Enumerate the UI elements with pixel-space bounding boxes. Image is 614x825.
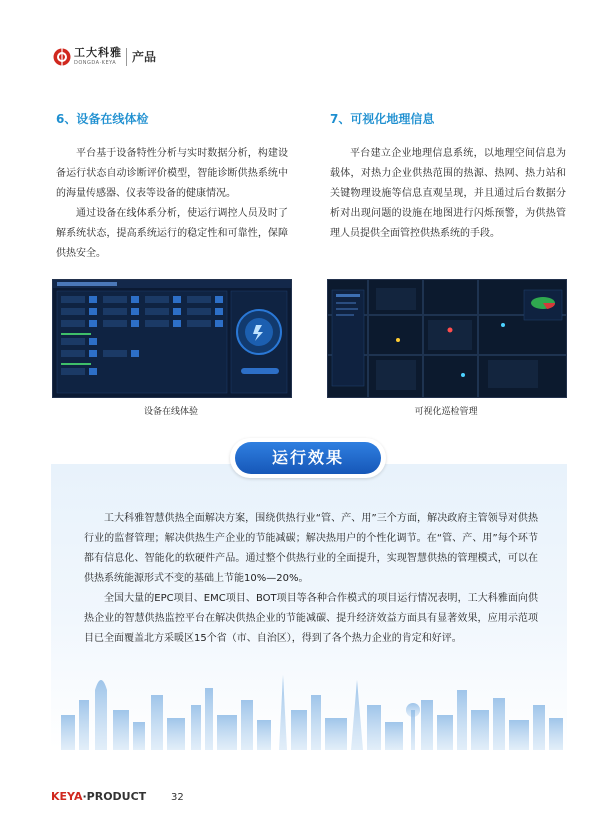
footer-keya: KEYA bbox=[51, 790, 83, 803]
header-divider bbox=[126, 48, 127, 66]
section-7-title: 7、可视化地理信息 bbox=[330, 112, 435, 126]
company-logo-icon bbox=[53, 48, 71, 66]
footer-brand bbox=[51, 790, 146, 804]
footer-product: PRODUCT bbox=[86, 790, 147, 803]
page-number: 32 bbox=[171, 792, 184, 803]
gis-map-caption: 可视化巡检管理 bbox=[414, 407, 478, 417]
device-health-screenshot bbox=[52, 279, 292, 398]
footer-dot: · bbox=[82, 790, 87, 803]
gis-map-image bbox=[328, 280, 566, 397]
header-section: 产品 bbox=[132, 50, 157, 64]
brand-name: 工大科雅 bbox=[74, 46, 122, 59]
gis-map-screenshot bbox=[327, 279, 567, 398]
device-health-caption: 设备在线体验 bbox=[143, 407, 198, 417]
city-skyline-illustration bbox=[51, 660, 567, 750]
section-6-paragraph-1: 平台基于设备特性分析与实时数据分析，构建设备运行状态自动诊断评价模型，智能诊断供热系统中的海量传感器、仪表等设备的健康情况。 bbox=[56, 148, 288, 199]
device-health-dashboard-image bbox=[53, 280, 291, 397]
section-6-paragraph-2: 通过设备在线体系分析，使运行调控人员及时了解系统状态，提高系统运行的稳定性和可靠性，保障供热安全。 bbox=[56, 208, 288, 259]
effect-paragraph-1: 工大科雅智慧供热全面解决方案，围绕供热行业“管、产、用”三个方面，解决政府主管领导对供热行业的监督管理；解决供热生产企业的节能减碳；解决热用户的个性化调节。在“管、产、用”每个环节都有信息化、智能化的软硬件产品。通过整个供热行业的全面提升，实现智慧供热的管理模式，可以在供热系统能源形式不变的基础上节能10%—20%。 bbox=[84, 513, 538, 584]
section-7-paragraph-1: 平台建立企业地理信息系统，以地理空间信息为载体，对热力企业供热范围的热源、热网、热力站和关键物理设施等信息直观呈现，并且通过后台数据分析对出现问题的设施在地图进行闪烁预警，为供热管理人员提供全面管控供热系统的手段。 bbox=[330, 148, 566, 239]
effect-paragraph-2: 全国大量的EPC项目、EMC项目、BOT项目等各种合作模式的项目运行情况表明，工大科雅面向供热企业的智慧供热监控平台在解决供热企业的节能减碳、提升经济效益方面具有显著效果，应用示范项目已全面覆盖北方采暖区15个省（市、自治区），得到了各个热力企业的肯定和好评。 bbox=[84, 593, 538, 644]
effect-title: 运行效果 bbox=[235, 442, 381, 474]
brand-subtitle: DONGDA·KEYA bbox=[74, 60, 117, 66]
section-6-title: 6、设备在线体检 bbox=[56, 112, 149, 126]
